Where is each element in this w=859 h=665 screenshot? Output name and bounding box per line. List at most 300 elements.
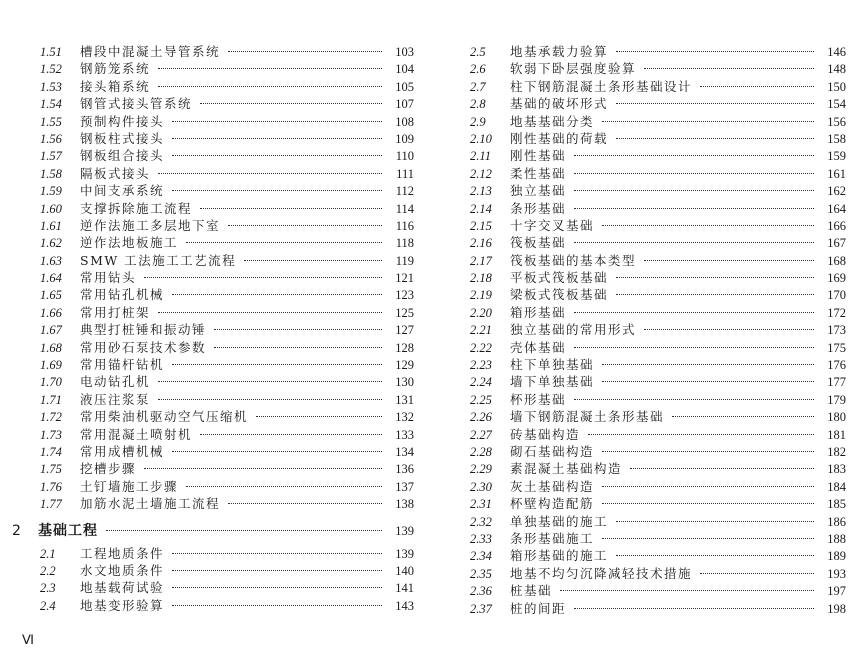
- page-number: 121: [395, 271, 414, 286]
- entry-number: 1.51: [40, 45, 62, 59]
- dot-leader: [574, 399, 814, 400]
- page-number: 197: [827, 584, 846, 599]
- page-number: 105: [395, 79, 414, 94]
- entry-title: 条形基础施工: [510, 530, 595, 546]
- toc-left-column: [12, 43, 414, 614]
- chapter-title: 基础工程: [38, 522, 98, 539]
- dot-leader: [144, 468, 382, 469]
- toc-entry[interactable]: [470, 60, 846, 77]
- entry-number: 1.55: [40, 114, 62, 129]
- toc-entry[interactable]: [40, 200, 414, 217]
- page-number: 123: [395, 288, 414, 303]
- entry-number: 1.61: [40, 218, 62, 233]
- dot-leader: [158, 399, 382, 400]
- dot-leader: [574, 312, 814, 313]
- entry-title: 常用柴油机驱动空气压缩机: [80, 409, 249, 425]
- entry-title: 柱下钢筋混凝土条形基础设计: [510, 78, 693, 94]
- entry-title: 典型打桩锤和振动锤: [80, 322, 207, 338]
- page-number: 118: [395, 236, 414, 251]
- dot-leader: [200, 434, 382, 435]
- toc-entry[interactable]: [470, 426, 846, 443]
- page-number: 133: [395, 427, 414, 442]
- dot-leader: [602, 486, 814, 487]
- toc-entry[interactable]: [40, 443, 414, 460]
- page-number: 169: [827, 271, 846, 286]
- entry-title: 条形基础: [510, 200, 567, 216]
- toc-entry[interactable]: [40, 562, 414, 579]
- entry-number: 1.58: [40, 166, 62, 181]
- page-number: 132: [395, 410, 414, 425]
- page-number: 130: [395, 375, 414, 390]
- entry-number: 2.27: [470, 427, 492, 442]
- dot-leader: [172, 587, 382, 588]
- toc-entry[interactable]: [40, 579, 414, 596]
- dot-leader: [158, 86, 382, 87]
- entry-number: 2.25: [470, 392, 492, 407]
- entry-title: 平板式筏板基础: [510, 270, 609, 286]
- toc-entry[interactable]: [470, 373, 846, 390]
- dot-leader: [228, 225, 382, 226]
- entry-number: 1.63: [40, 253, 62, 268]
- dot-leader: [186, 242, 382, 243]
- entry-title: 液压注浆泵: [80, 391, 151, 407]
- dot-leader: [616, 294, 814, 295]
- page-number: 112: [395, 184, 414, 199]
- toc-entry[interactable]: [40, 113, 414, 130]
- page-number: 173: [827, 323, 846, 338]
- entry-number: 1.74: [40, 444, 62, 459]
- page-number: 114: [395, 201, 414, 216]
- page-number: 131: [395, 392, 414, 407]
- page-number: 156: [827, 114, 846, 129]
- entry-number: 2.31: [470, 497, 492, 512]
- entry-number: 2.21: [470, 323, 492, 338]
- entry-title: 预制构件接头: [80, 113, 165, 129]
- dot-leader: [172, 155, 382, 156]
- entry-title: 基础的破坏形式: [510, 96, 609, 112]
- page-number: 161: [827, 166, 846, 181]
- dot-leader: [172, 190, 382, 191]
- toc-entry[interactable]: [470, 147, 846, 164]
- page-number: 164: [827, 201, 846, 216]
- page-number: 116: [395, 218, 414, 233]
- dot-leader: [616, 51, 814, 52]
- entry-number: 2.7: [470, 79, 486, 94]
- entry-number: 2.17: [470, 253, 492, 268]
- dot-leader: [616, 277, 814, 278]
- entry-number: 2.34: [470, 549, 492, 564]
- toc-entry[interactable]: [470, 547, 846, 564]
- entry-number: 1.62: [40, 236, 62, 251]
- dot-leader: [200, 208, 382, 209]
- toc-entry[interactable]: [470, 478, 846, 495]
- entry-title: 水文地质条件: [80, 562, 165, 578]
- entry-title: 梁板式筏板基础: [510, 287, 609, 303]
- toc-entry[interactable]: [40, 373, 414, 390]
- page-number: 128: [395, 340, 414, 355]
- page-number: 189: [827, 549, 846, 564]
- dot-leader: [616, 521, 814, 522]
- page-number: 108: [395, 114, 414, 129]
- toc-entry[interactable]: [40, 269, 414, 286]
- entry-number: 2.16: [470, 236, 492, 251]
- dot-leader: [672, 416, 814, 417]
- toc-entry[interactable]: [40, 478, 414, 495]
- dot-leader: [616, 103, 814, 104]
- page-number: 129: [395, 358, 414, 373]
- entry-title: 灰土基础构造: [510, 478, 595, 494]
- page-number: 139: [395, 546, 414, 561]
- entry-title: 刚性基础: [510, 148, 567, 164]
- dot-leader: [574, 208, 814, 209]
- toc-entry[interactable]: [40, 130, 414, 147]
- entry-number: 2.9: [470, 114, 486, 129]
- entry-number: 2.20: [470, 305, 492, 320]
- toc-entry[interactable]: [470, 513, 846, 530]
- page-number: 107: [395, 97, 414, 112]
- page-number: 111: [396, 166, 414, 181]
- entry-title: 中间支承系统: [80, 183, 165, 199]
- page-number: 119: [395, 253, 414, 268]
- toc-entry[interactable]: [40, 147, 414, 164]
- toc-entry[interactable]: [470, 565, 846, 582]
- entry-number: 2.1: [40, 546, 56, 561]
- page-number: 146: [827, 45, 846, 59]
- entry-number: 2.22: [470, 340, 492, 355]
- entry-title: 地基不均匀沉降减轻技术措施: [510, 565, 693, 581]
- toc-entry[interactable]: [40, 78, 414, 95]
- dot-leader: [602, 225, 814, 226]
- dot-leader: [700, 573, 814, 574]
- dot-leader: [172, 553, 382, 554]
- dot-leader: [172, 294, 382, 295]
- entry-number: 2.8: [470, 97, 486, 112]
- page-number: 138: [395, 497, 414, 512]
- dot-leader: [588, 434, 814, 435]
- entry-title: 常用打桩架: [80, 304, 151, 320]
- entry-number: 1.76: [40, 479, 62, 494]
- dot-leader: [644, 329, 814, 330]
- entry-number: 2.35: [470, 566, 492, 581]
- entry-number: 1.56: [40, 131, 62, 146]
- toc-entry[interactable]: [470, 95, 846, 112]
- toc-entry[interactable]: [40, 460, 414, 477]
- page-number: 140: [395, 563, 414, 578]
- entry-title: 槽段中混凝土导管系统: [80, 44, 221, 59]
- entry-title: 逆作法施工多层地下室: [80, 217, 221, 233]
- entry-title: 钢筋笼系统: [80, 61, 151, 77]
- entry-number: 2.29: [470, 462, 492, 477]
- entry-title: 箱形基础: [510, 304, 567, 320]
- entry-title: 支撑拆除施工流程: [80, 200, 193, 216]
- entry-number: 1.72: [40, 410, 62, 425]
- entry-title: 单独基础的施工: [510, 513, 609, 529]
- page-number: 137: [395, 479, 414, 494]
- entry-title: 独立基础: [510, 183, 567, 199]
- page-number: 172: [827, 305, 846, 320]
- toc-entry[interactable]: [470, 269, 846, 286]
- entry-number: 2.2: [40, 563, 56, 578]
- dot-leader: [144, 277, 382, 278]
- page-number: 180: [827, 410, 846, 425]
- dot-leader: [158, 381, 382, 382]
- dot-leader: [602, 381, 814, 382]
- entry-number: 2.13: [470, 184, 492, 199]
- entry-number: 1.59: [40, 184, 62, 199]
- entry-title: 杯壁构造配筋: [510, 496, 595, 512]
- entry-number: 1.69: [40, 358, 62, 373]
- entry-title: 地基承载力验算: [510, 44, 609, 59]
- toc-entry[interactable]: [40, 356, 414, 373]
- chapter-number: 2: [12, 522, 21, 539]
- page-number: 104: [395, 62, 414, 77]
- dot-leader: [200, 103, 382, 104]
- entry-title: 桩基础: [510, 583, 553, 599]
- entry-title: 十字交叉基础: [510, 217, 595, 233]
- entry-title: 常用砂石泵技术参数: [80, 339, 207, 355]
- dot-leader: [158, 68, 382, 69]
- page-number: 139: [395, 523, 414, 538]
- dot-leader: [700, 86, 814, 87]
- toc-entry[interactable]: [470, 182, 846, 199]
- entry-title: 软弱下卧层强度验算: [510, 61, 637, 77]
- entry-title: 常用钻孔机械: [80, 287, 165, 303]
- page-number: 179: [827, 392, 846, 407]
- page-number: 170: [827, 288, 846, 303]
- entry-title: 筏板基础: [510, 235, 567, 251]
- dot-leader: [602, 451, 814, 452]
- page-number: 134: [395, 444, 414, 459]
- page-number: 184: [827, 479, 846, 494]
- entry-number: 2.12: [470, 166, 492, 181]
- page-number: 185: [827, 497, 846, 512]
- entry-title: 逆作法地板施工: [80, 235, 179, 251]
- dot-leader: [172, 138, 382, 139]
- dot-leader: [214, 347, 382, 348]
- entry-number: 2.11: [470, 149, 491, 164]
- toc-entry[interactable]: [470, 78, 846, 95]
- dot-leader: [574, 155, 814, 156]
- entry-number: 1.64: [40, 271, 62, 286]
- dot-leader: [256, 416, 382, 417]
- entry-number: 2.3: [40, 581, 56, 596]
- entry-title: 砖基础构造: [510, 426, 581, 442]
- toc-entry[interactable]: [40, 321, 414, 338]
- entry-title: 加筋水泥土墙施工流程: [80, 496, 221, 512]
- entry-title: 常用混凝土喷射机: [80, 426, 193, 442]
- toc-entry[interactable]: [40, 426, 414, 443]
- page-number: 198: [827, 601, 846, 616]
- toc-entry[interactable]: [470, 530, 846, 547]
- entry-title: 常用钻头: [80, 270, 137, 286]
- dot-leader: [158, 173, 382, 174]
- entry-number: 1.53: [40, 79, 62, 94]
- dot-leader: [602, 538, 814, 539]
- toc-entry[interactable]: [40, 408, 414, 425]
- entry-title: 刚性基础的荷载: [510, 130, 609, 146]
- toc-entry[interactable]: [470, 495, 846, 512]
- page-number: 168: [827, 253, 846, 268]
- entry-title: 柱下单独基础: [510, 357, 595, 373]
- entry-title: 独立基础的常用形式: [510, 322, 637, 338]
- toc-entry[interactable]: [40, 286, 414, 303]
- entry-number: 1.66: [40, 305, 62, 320]
- dot-leader: [244, 260, 382, 261]
- dot-leader: [630, 468, 814, 469]
- entry-number: 1.77: [40, 497, 62, 512]
- entry-title: 挖槽步骤: [80, 461, 137, 477]
- toc-entry[interactable]: [470, 408, 846, 425]
- toc-entry[interactable]: [40, 304, 414, 321]
- page-number: 175: [827, 340, 846, 355]
- toc-entry[interactable]: [470, 217, 846, 234]
- toc-entry[interactable]: [470, 391, 846, 408]
- dot-leader: [214, 329, 382, 330]
- entry-number: 1.70: [40, 375, 62, 390]
- toc-entry[interactable]: [470, 321, 846, 338]
- entry-title: 素混凝土基础构造: [510, 461, 623, 477]
- entry-number: 2.28: [470, 444, 492, 459]
- toc-entry[interactable]: [40, 234, 414, 251]
- page-number: 109: [395, 131, 414, 146]
- chapter-heading[interactable]: [12, 520, 414, 542]
- dot-leader: [172, 364, 382, 365]
- toc-entry[interactable]: [40, 43, 414, 60]
- entry-title: 工程地质条件: [80, 545, 165, 561]
- entry-number: 2.4: [40, 598, 56, 613]
- entry-title: 筏板基础的基本类型: [510, 252, 637, 268]
- toc-entry[interactable]: [40, 495, 414, 512]
- toc-entry[interactable]: [470, 252, 846, 269]
- toc-entry[interactable]: [470, 43, 846, 60]
- toc-entry[interactable]: [470, 339, 846, 356]
- entry-number: 1.54: [40, 97, 62, 112]
- entry-number: 1.68: [40, 340, 62, 355]
- entry-title: 墙下单独基础: [510, 374, 595, 390]
- toc-entry[interactable]: [470, 600, 846, 617]
- toc-entry[interactable]: [40, 252, 414, 269]
- dot-leader: [602, 121, 814, 122]
- dot-leader: [602, 364, 814, 365]
- entry-number: 1.71: [40, 392, 62, 407]
- page-number: 166: [827, 218, 846, 233]
- entry-title: 壳体基础: [510, 339, 567, 355]
- page-number: 150: [827, 79, 846, 94]
- dot-leader: [616, 138, 814, 139]
- entry-number: 2.30: [470, 479, 492, 494]
- dot-leader: [228, 503, 382, 504]
- entry-number: 2.37: [470, 601, 492, 616]
- entry-title: 砌石基础构造: [510, 443, 595, 459]
- page-number: 103: [395, 45, 414, 59]
- toc-right-column: [470, 43, 846, 617]
- toc-entry[interactable]: [40, 597, 414, 614]
- toc-entry[interactable]: [40, 217, 414, 234]
- entry-title: 箱形基础的施工: [510, 548, 609, 564]
- toc-entry[interactable]: [470, 113, 846, 130]
- page-number: 141: [395, 581, 414, 596]
- entry-number: 1.57: [40, 149, 62, 164]
- toc-entry[interactable]: [40, 60, 414, 77]
- entry-number: 2.19: [470, 288, 492, 303]
- toc-entry[interactable]: [470, 130, 846, 147]
- dot-leader: [574, 173, 814, 174]
- entry-title: 桩的间距: [510, 600, 567, 616]
- entry-title: 电动钻孔机: [80, 374, 151, 390]
- entry-number: 2.36: [470, 584, 492, 599]
- dot-leader: [574, 347, 814, 348]
- page-number: 162: [827, 184, 846, 199]
- toc-entry[interactable]: [470, 443, 846, 460]
- entry-title: 接头箱系统: [80, 78, 151, 94]
- page-number: 167: [827, 236, 846, 251]
- toc-entry[interactable]: [470, 200, 846, 217]
- toc-entry[interactable]: [470, 582, 846, 599]
- dot-leader: [574, 608, 814, 609]
- entry-number: 1.65: [40, 288, 62, 303]
- toc-entry[interactable]: [40, 165, 414, 182]
- entry-title: 钢板柱式接头: [80, 130, 165, 146]
- page-folio: Ⅵ: [22, 632, 34, 647]
- entry-title: 土钉墙施工步骤: [80, 478, 179, 494]
- page-number: 159: [827, 149, 846, 164]
- entry-number: 2.23: [470, 358, 492, 373]
- page-number: 136: [395, 462, 414, 477]
- page-number: 154: [827, 97, 846, 112]
- toc-entry[interactable]: [40, 182, 414, 199]
- dot-leader: [644, 68, 814, 69]
- toc-entry[interactable]: [470, 286, 846, 303]
- entry-title: SMW 工法施工工艺流程: [80, 252, 237, 268]
- dot-leader: [616, 555, 814, 556]
- dot-leader: [158, 312, 382, 313]
- page-number: 158: [827, 131, 846, 146]
- entry-title: 地基基础分类: [510, 113, 595, 129]
- entry-title: 墙下钢筋混凝土条形基础: [510, 409, 665, 425]
- page-number: 177: [827, 375, 846, 390]
- page-number: 182: [827, 444, 846, 459]
- dot-leader: [186, 486, 382, 487]
- entry-title: 杯形基础: [510, 391, 567, 407]
- entry-number: 2.6: [470, 62, 486, 77]
- entry-number: 1.67: [40, 323, 62, 338]
- entry-number: 1.60: [40, 201, 62, 216]
- entry-number: 2.33: [470, 531, 492, 546]
- entry-title: 地基变形验算: [80, 597, 165, 613]
- entry-number: 2.18: [470, 271, 492, 286]
- page-number: 143: [395, 598, 414, 613]
- toc-entry[interactable]: [40, 391, 414, 408]
- dot-leader: [644, 260, 814, 261]
- toc-entry[interactable]: [470, 356, 846, 373]
- toc-entry[interactable]: [470, 304, 846, 321]
- dot-leader: [228, 51, 382, 52]
- toc-entry[interactable]: [40, 545, 414, 562]
- page-number: 110: [395, 149, 414, 164]
- toc-entry[interactable]: [40, 95, 414, 112]
- toc-entry[interactable]: [470, 460, 846, 477]
- dot-leader: [172, 570, 382, 571]
- entry-number: 1.52: [40, 62, 62, 77]
- toc-entry[interactable]: [470, 165, 846, 182]
- toc-entry[interactable]: [470, 234, 846, 251]
- entry-number: 2.14: [470, 201, 492, 216]
- page-number: 183: [827, 462, 846, 477]
- entry-number: 2.32: [470, 514, 492, 529]
- toc-entry[interactable]: [40, 339, 414, 356]
- dot-leader: [106, 530, 382, 531]
- page-number: 127: [395, 323, 414, 338]
